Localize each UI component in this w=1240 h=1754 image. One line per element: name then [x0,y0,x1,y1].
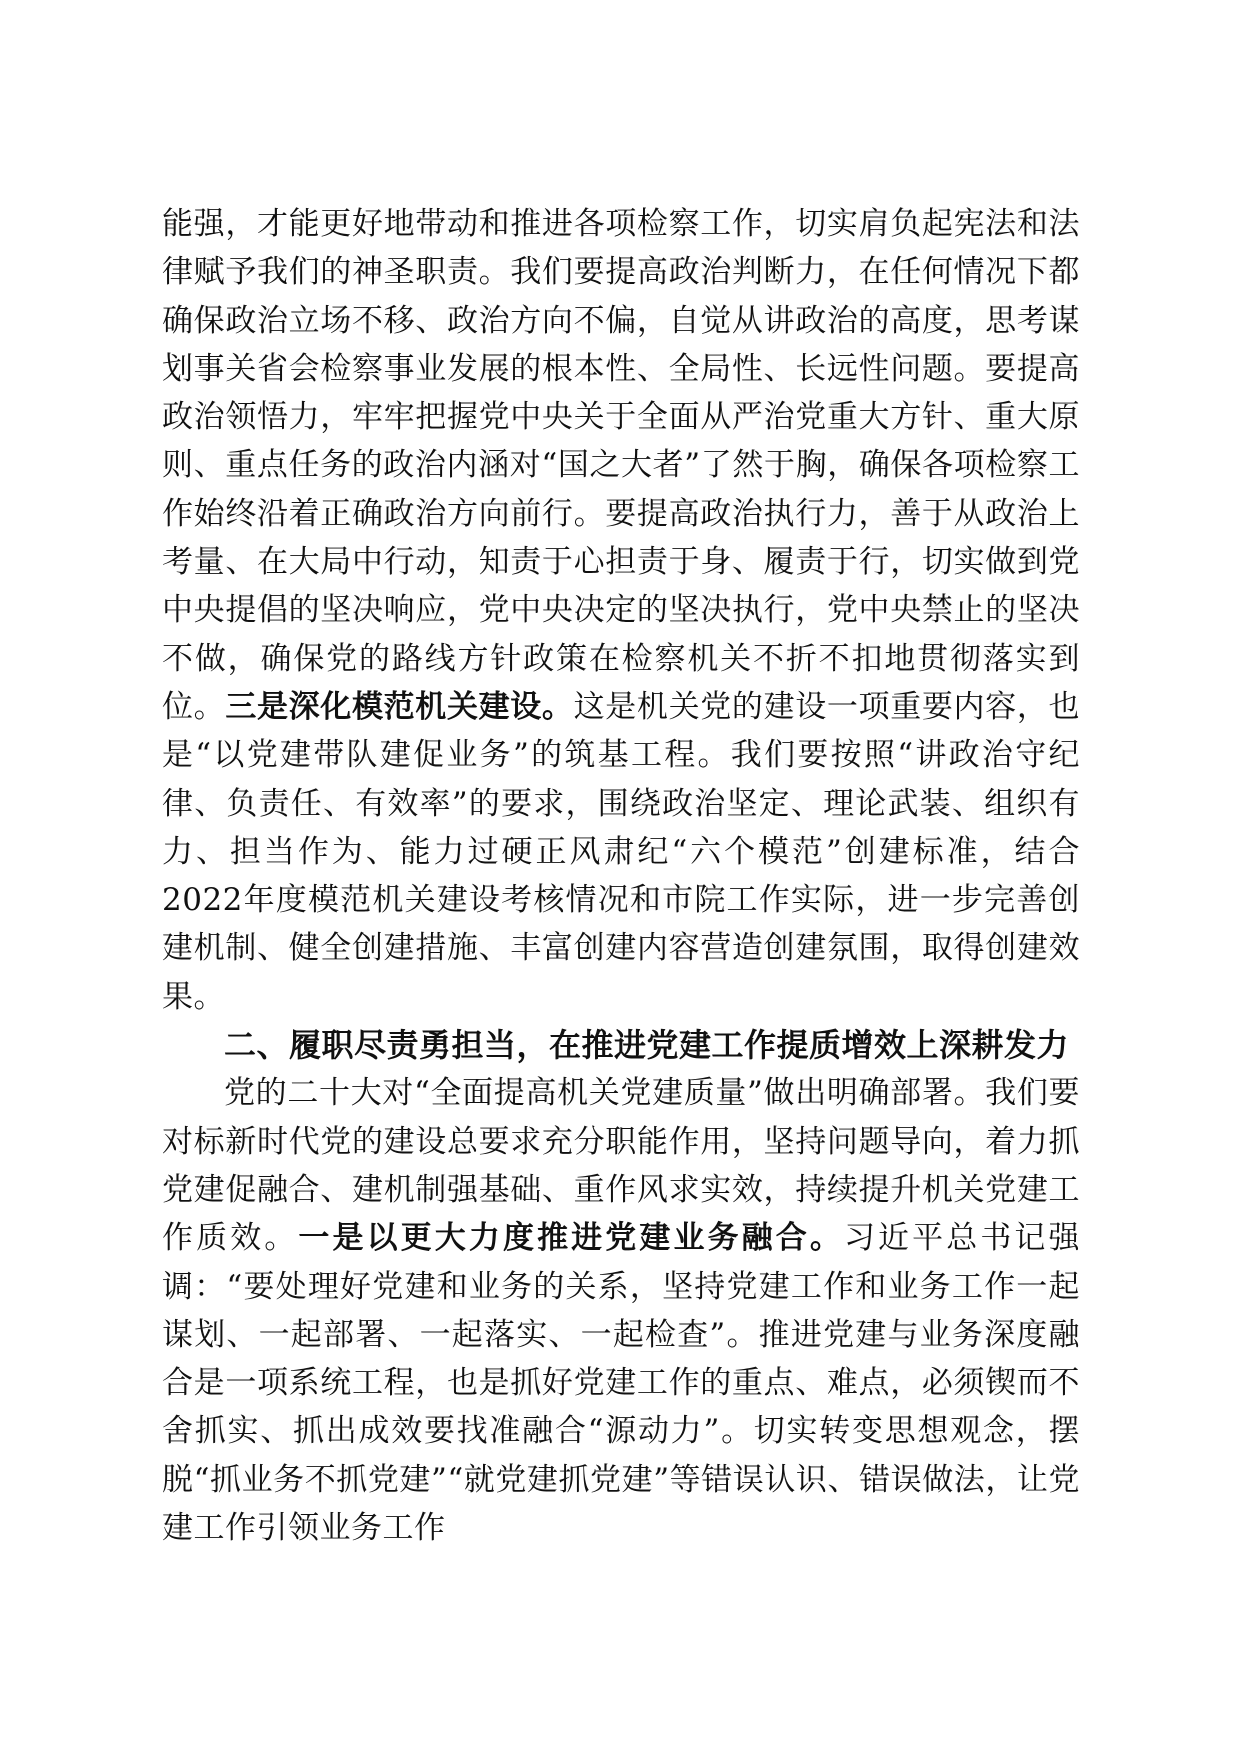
paragraph-2 [162,1069,1080,1552]
paragraph-2-text: 党的二十大对“全面提高机关党建质量”做出明确部署。我们要对标新时代党的建设总要求充分职能作用，坚持问题导向，着力抓党建促融合、建机制强基础、重作风求实效，持续提升机关党建工作质效。 [162,1075,1080,1257]
bold-point-one: 一是以更大力度推进党建业务融合。 [298,1220,844,1257]
section-heading-2: 二、履职尽责勇担当，在推进党建工作提质增效上深耕发力 [224,1026,1070,1065]
document-page [162,200,1080,1552]
paragraph-2-continuation: 习近平总书记强调：“要处理好党建和业务的关系，坚持党建工作和业务工作一起谋划、一起部署、一起落实、一起检查”。推进党建与业务深度融合是一项系统工程，也是抓好党建工作的重点、难点，必须锲而不舍抓实、抓出成效要找准融合“源动力”。切实转变思想观念，摆脱“抓业务不抓党建”“就党建抓党建”等错误认识、错误做法，让党建工作引领业务工作 [162,1220,1081,1547]
paragraph-1 [162,200,1080,1021]
paragraph-1-text: 能强，才能更好地带动和推进各项检察工作，切实肩负起宪法和法律赋予我们的神圣职责。我们要提高政治判断力，在任何情况下都确保政治立场不移、政治方向不偏，自觉从讲政治的高度，思考谋划事关省会检察事业发展的根本性、全局性、长远性问题。要提高政治领悟力，牢牢把握党中央关于全面从严治党重大方针、重大原则、重点任务的政治内涵对“国之大者”了然于胸，确保各项检察工作始终沿着正确政治方向前行。要提高政治执行力，善于从政治上考量、在大局中行动，知责于心担责于身、履责于行，切实做到党中央提倡的坚决响应，党中央决定的坚决执行，党中央禁止的坚决不做，确保党的路线方针政策在检察机关不折不扣地贯彻落实到位。 [162,206,1080,725]
paragraph-1-continuation: 这是机关党的建设一项重要内容，也是“以党建带队建促业务”的筑基工程。我们要按照“讲政治守纪律、负责任、有效率”的要求，围绕政治坚定、理论武装、组织有力、担当作为、能力过硬正风肃纪“六个模范”创建标准，结合2022年度模范机关建设考核情况和市院工作实际，进一步完善创建机制、健全创建措施、丰富创建内容营造创建氛围，取得创建效果。 [162,688,1081,1015]
bold-point-three: 三是深化模范机关建设。 [225,688,574,725]
